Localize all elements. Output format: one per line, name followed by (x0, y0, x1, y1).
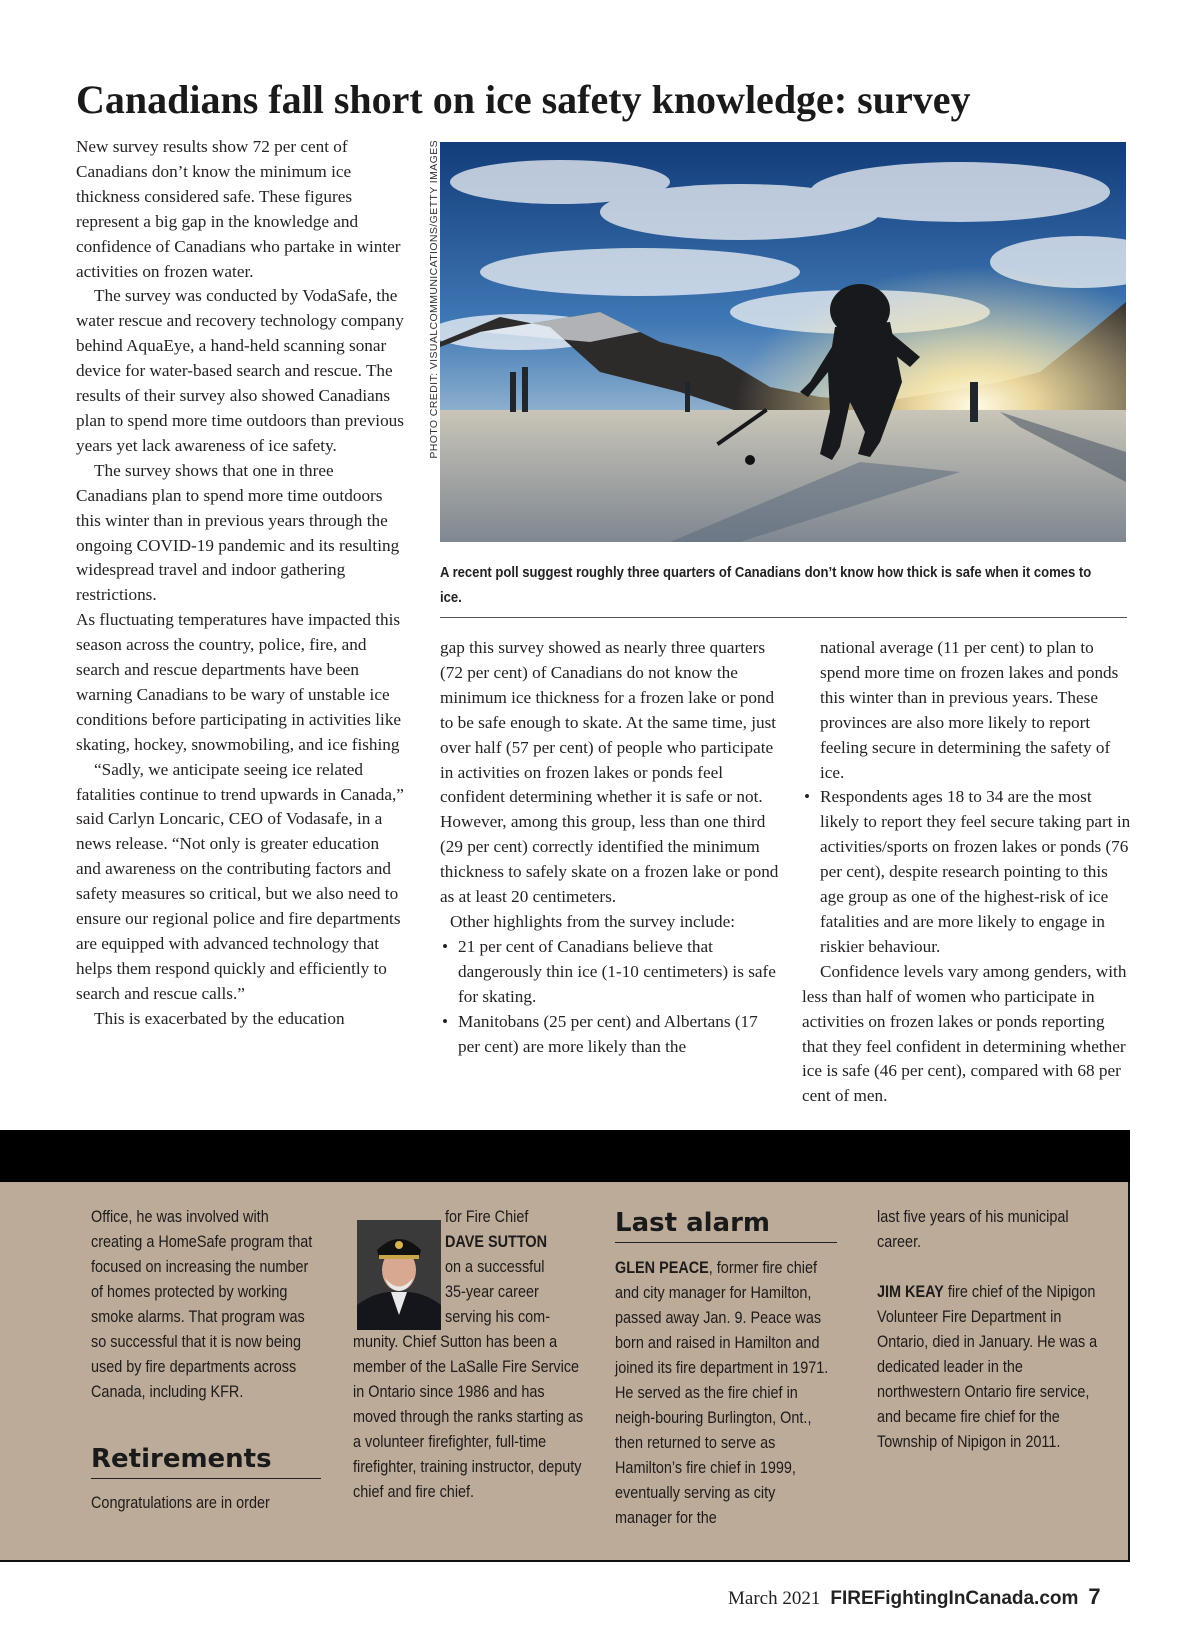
article-photo (440, 142, 1126, 542)
obituary-text: , former fire chief and city manager for Hamilton, passed away Jan. 9. Peace was born and raised in Hamilton and joined its fire department in 1971. He served as the fire chief in neigh-bouring Burlington, Ont., then returned to serve as Hamilton’s fire chief in 1999, eventually serving as city manager for the (615, 1259, 829, 1527)
chief-name-text: DAVE SUTTON (445, 1233, 548, 1251)
sidebar-column-2-top (445, 1205, 585, 1330)
sidebar-text: on a successful (445, 1258, 545, 1276)
sidebar-text: 35-year career (445, 1283, 539, 1301)
chief-portrait (357, 1220, 441, 1330)
last-alarm-heading: Last alarm (615, 1207, 837, 1243)
photo-credit: PHOTO CREDIT: VISUALCOMMUNICATIONS/GETTY IMAGES (428, 140, 440, 459)
sidebar-header-band (0, 1130, 1130, 1182)
sidebar-text: for Fire Chief (445, 1208, 529, 1226)
article-column-2 (440, 636, 780, 1059)
site-name: FIREFightingInCanada.com (830, 1588, 1079, 1609)
list-item: • Manitobans (25 per cent) and Albertans (17 per cent) are more likely than the (440, 1010, 780, 1060)
sidebar-text (877, 1280, 1108, 1455)
sidebar-text: serving his com- (445, 1308, 551, 1326)
hockey-lake-image (440, 142, 1126, 542)
portrait-image (357, 1220, 441, 1330)
chief-name (445, 1230, 584, 1255)
sidebar-column-2 (353, 1330, 585, 1505)
paragraph: Other highlights from the survey include: (450, 911, 735, 931)
page-number: 7 (1088, 1584, 1101, 1609)
list-item: • Respondents ages 18 to 34 are the most likely to report they feel secure taking part in activities/sports on frozen lakes or ponds (76 per cent), despite research pointing to this age group as one of the highest-risk of ice fatalities and are more likely to engage in riskier behaviour. (802, 785, 1132, 959)
article-headline: Canadians fall short on ice safety knowledge: survey (76, 77, 971, 122)
sidebar-column-4 (877, 1205, 1109, 1455)
paragraph: The survey shows that one in three Canadians plan to spend more time outdoors this winter than in previous years through the ongoing COVID-19 pandemic and its resulting widespread travel and indoor gathering restrictions. (76, 460, 400, 605)
issue-date: March 2021 (728, 1588, 821, 1609)
article-column-1 (76, 135, 406, 1032)
obituary-text: fire chief of the Nipigon Volunteer Fire Department in Ontario, died in January. He was a dedicated leader in the northwestern Ontario fire service, and became fire chief for the Township of Nipigon in 2011. (877, 1283, 1098, 1451)
sidebar-text: last five years of his municipal career. (877, 1208, 1069, 1251)
paragraph: As fluctuating temperatures have impacted this season across the country, police, fire, and search and rescue departments have been warning Canadians to be wary of unstable ice conditions before participating in activities like skating, hockey, snowmobiling, and ice fishing (76, 610, 402, 754)
paragraph: national average (11 per cent) to plan to spend more time on frozen lakes and ponds this winter than in previous years. These provinces are also more likely to report feeling secure in determining the safety of ice. (820, 638, 1119, 782)
list-item: • 21 per cent of Canadians believe that dangerously thin ice (1-10 centimeters) is safe for skating. (440, 935, 780, 1010)
deceased-name: GLEN PEACE (615, 1259, 709, 1277)
caption-rule (440, 617, 1127, 618)
article-column-3 (802, 636, 1132, 1109)
highlights-list (440, 935, 780, 1060)
photo-caption: A recent poll suggest roughly three quarters of Canadians don’t know how thick is safe when it comes to ice. (440, 564, 1092, 606)
highlights-list-cont (802, 785, 1132, 959)
paragraph: gap this survey showed as nearly three quarters (72 per cent) of Canadians do not know the minimum ice thickness for a frozen lake or pond to be safe enough to skate. At the same time, just over half (57 per cent) of people who participate in activities on frozen lakes or ponds feel confident determining whether it is safe or not. However, among this group, less than one third (29 per cent) correctly identified the minimum thickness to safely skate on a frozen lake or pond as at least 20 centimeters. (440, 638, 779, 907)
deceased-name: JIM KEAY (877, 1283, 944, 1301)
paragraph: This is exacerbated by the education (94, 1008, 345, 1028)
paragraph: The survey was conducted by VodaSafe, the water rescue and recovery technology company behind AquaEye, a hand-held scanning sonar device for water-based search and rescue. The results of their survey also showed Canadians plan to spend more time outdoors than previous years yet lack awareness of ice safety. (76, 286, 404, 455)
photo-credit-wrap (415, 140, 441, 540)
page-footer (728, 1584, 1101, 1610)
sidebar-text: munity. Chief Sutton has been a member of the LaSalle Fire Service in Ontario since 1986 and has moved through the ranks starting as a volunteer firefighter, full-time firefighter, training instructor, deputy chief and fire chief. (353, 1333, 584, 1501)
sidebar-column-1 (91, 1205, 321, 1516)
retirements-heading: Retirements (91, 1443, 321, 1479)
sidebar-text: Office, he was involved with creating a HomeSafe program that focused on increasing the number of homes protected by working smoke alarms. That program was so successful that it is now being used by fire departments across Canada, including KFR. (91, 1208, 313, 1401)
paragraph: “Sadly, we anticipate seeing ice related fatalities continue to trend upwards in Canada,” said Carlyn Loncaric, CEO of Vodasafe, in a news release. “Not only is greater education and awareness on the contributing factors and safety measures so critical, but we also need to ensure our regional police and fire departments are equipped with advanced technology that helps them respond quickly and efficiently to search and rescue calls.” (76, 759, 404, 1003)
paragraph: Confidence levels vary among genders, with less than half of women who participate in activities on frozen lakes or ponds reporting that they feel confident in determining whether ice is safe (46 per cent), compared with 68 per cent of men. (802, 961, 1127, 1106)
sidebar-text (615, 1256, 836, 1531)
paragraph: New survey results show 72 per cent of Canadians don’t know the minimum ice thickness considered safe. These figures represent a big gap in the knowledge and confidence of Canadians who partake in winter activities on frozen water. (76, 137, 401, 281)
sidebar-text: Congratulations are in order (91, 1494, 270, 1512)
sidebar-column-3 (615, 1207, 837, 1531)
